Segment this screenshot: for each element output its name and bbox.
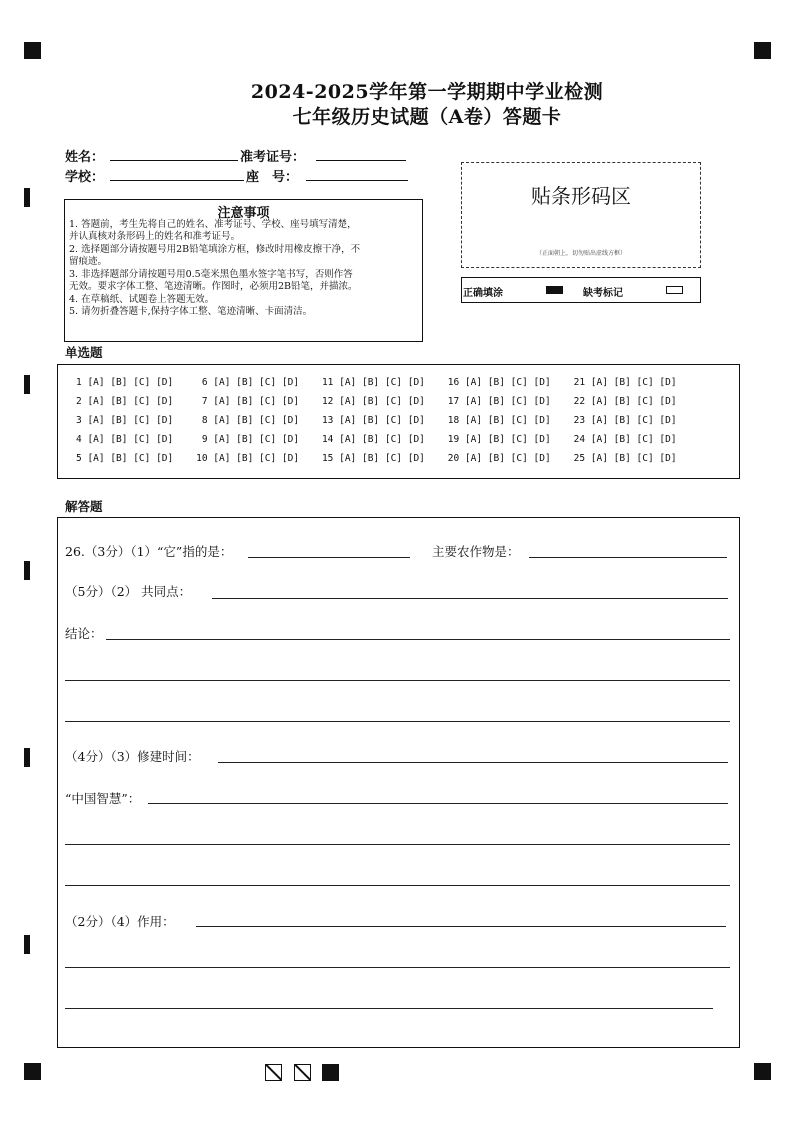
corner-mark-top-left [24,42,41,59]
timing-mark [24,188,30,207]
wisdom-answer-line[interactable] [148,803,728,804]
mc-row[interactable]: 5 [A] [B] [C] [D] 10 [A] [B] [C] [D] 15 [A] [B] [C] [D] 20 [A] [B] [C] [D] 25 [A] [B] [C] [D] [76,453,677,464]
mc-row[interactable]: 4 [A] [B] [C] [D] 9 [A] [B] [C] [D] 14 [A] [B] [C] [D] 19 [A] [B] [C] [D] 24 [A] [B] [C] [D] [76,434,677,445]
wisdom-label: “中国智慧”： [65,791,141,806]
mc-section-title: 单选题 [65,345,103,360]
corner-mark-bottom-right [754,1063,771,1080]
absent-mark-label: 缺考标记 [583,288,623,299]
timing-mark [24,935,30,954]
card-title-line1: 2024-2025学年第一学期期中学业检测 [250,81,604,103]
wisdom-answer-line[interactable] [65,885,730,886]
mc-row[interactable]: 1 [A] [B] [C] [D] 6 [A] [B] [C] [D] 11 [A] [B] [C] [D] 16 [A] [B] [C] [D] 21 [A] [B] [C] [D] [76,377,677,388]
seat-label: 座 号： [246,170,299,185]
notice-line: 2. 选择题部分请按题号用2B铅笔填涂方框，修改时用橡皮擦干净，不 [69,244,361,255]
notice-box [64,199,423,342]
seat-field[interactable] [306,180,408,181]
notice-line: 并认真核对条形码上的姓名和准考证号。 [69,231,241,242]
absent-mark-box-icon[interactable] [666,286,683,294]
timing-mark [24,375,30,394]
timing-mark [24,748,30,767]
notice-line: 3. 非选择题部分请按题号用0.5毫米黑色墨水签字笔书写，否则作答 [69,269,353,280]
q26-part2-label: （5分）（2） 共同点： [65,584,192,599]
q26-part4-answer-line[interactable] [65,1008,713,1009]
mc-answer-box [57,364,740,479]
correct-fill-sample-icon [546,286,563,294]
fill-legend [461,277,701,303]
q26-part4-answer-line[interactable] [196,926,726,927]
exam-number-field[interactable] [316,160,406,161]
page-code-crossed-box-icon [294,1064,311,1081]
conclusion-answer-line[interactable] [65,721,730,722]
page-code-crossed-box-icon [265,1064,282,1081]
q26-part4-answer-line[interactable] [65,967,730,968]
name-field[interactable] [110,160,238,161]
notice-line: 无效。要求字体工整、笔迹清晰。作图时，必须用2B铅笔，并描浓。 [69,281,358,292]
barcode-area-note: （正面朝上，切勿贴出虚线方框） [535,250,626,257]
timing-mark [24,561,30,580]
exam-number-label: 准考证号： [240,150,306,165]
school-label: 学校： [65,170,105,185]
barcode-area[interactable] [461,162,701,268]
wisdom-answer-line[interactable] [65,844,730,845]
card-title-line2: 七年级历史试题（A卷）答题卡 [292,106,562,128]
school-field[interactable] [110,180,244,181]
mc-row[interactable]: 3 [A] [B] [C] [D] 8 [A] [B] [C] [D] 13 [A] [B] [C] [D] 18 [A] [B] [C] [D] 23 [A] [B] [C] [D] [76,415,677,426]
q26-part1-answer-line[interactable] [248,557,410,558]
page-code-filled-box-icon [322,1064,339,1081]
q26-crop-label: 主要农作物是： [432,544,520,559]
notice-title: 注意事项 [217,206,270,221]
q26-part3-answer-line[interactable] [218,762,728,763]
correct-fill-label: 正确填涂 [463,288,503,299]
q26-part2-answer-line[interactable] [212,598,728,599]
q26-crop-answer-line[interactable] [529,557,727,558]
answer-section-title: 解答题 [65,499,103,514]
conclusion-answer-line[interactable] [65,680,730,681]
name-label: 姓名： [65,150,105,165]
mc-row[interactable]: 2 [A] [B] [C] [D] 7 [A] [B] [C] [D] 12 [A] [B] [C] [D] 17 [A] [B] [C] [D] 22 [A] [B] [C] [D] [76,396,677,407]
notice-line: 留痕迹。 [69,256,108,267]
corner-mark-bottom-left [24,1063,41,1080]
q26-part1-label: 26.（3分）（1）“它”指的是： [65,544,233,559]
notice-line: 1. 答题前，考生先将自己的姓名、准考证号、学校、座号填写清楚， [69,219,357,230]
corner-mark-top-right [754,42,771,59]
notice-line: 5. 请勿折叠答题卡,保持字体工整、笔迹清晰、卡面清洁。 [69,306,313,317]
conclusion-answer-line[interactable] [106,639,730,640]
notice-line: 4. 在草稿纸、试题卷上答题无效。 [69,294,215,305]
barcode-area-title: 贴条形码区 [531,184,631,208]
conclusion-label: 结论： [65,626,103,641]
q26-part3-label: （4分）（3）修建时间： [65,749,200,764]
q26-part4-label: （2分）（4）作用： [65,914,175,929]
